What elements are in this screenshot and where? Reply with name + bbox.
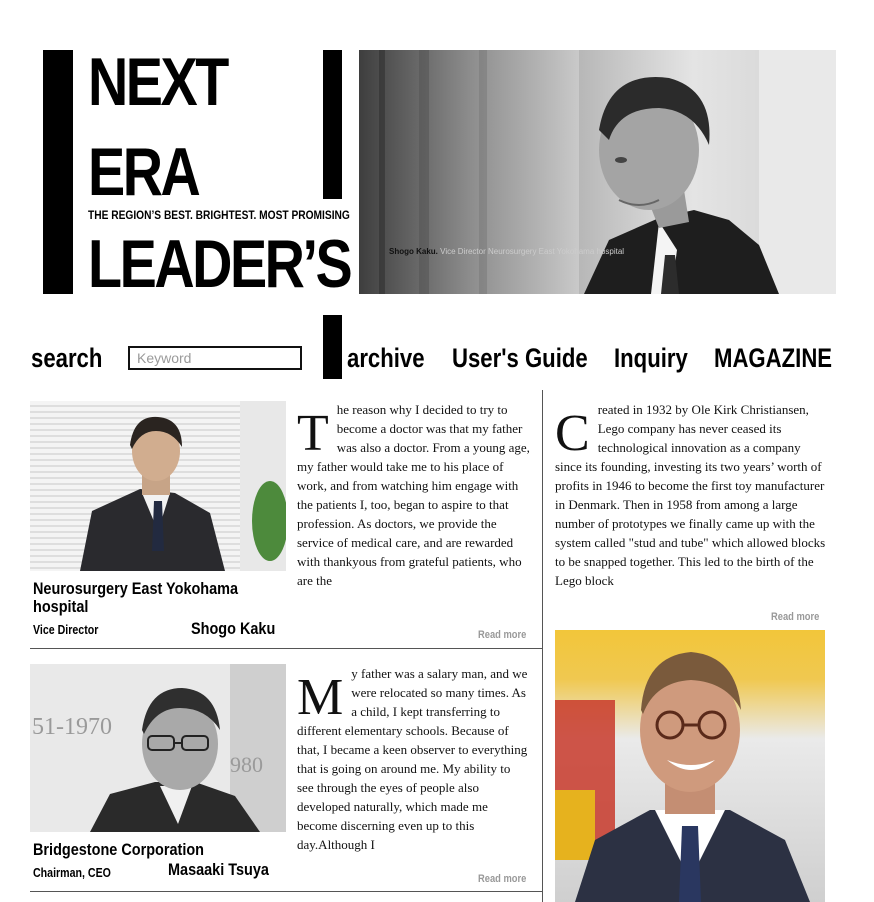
article-photo[interactable] xyxy=(30,401,286,571)
hero-caption xyxy=(389,247,624,256)
article-body: reated in 1932 by Ole Kirk Christiansen, Lego company has never ceased its technological innovation as a company since its founding, investing its two years’ worth of profits in 1946 to become the first toy manufacturer in Denmark. Then in 1958 from among a large number of prototypes we finally came up with the system called "stud and tube" which allowed blocks to be snapped together. This led to the birth of the Lego block xyxy=(555,402,826,588)
nav-link-users-guide[interactable]: User's Guide xyxy=(452,343,588,373)
logo-word-next: NEXT xyxy=(88,44,227,120)
nav-link-magazine[interactable]: MAGAZINE xyxy=(714,343,833,373)
article-organization: Neurosurgery East Yokohama hospital xyxy=(33,579,239,616)
logo-right-bar xyxy=(323,50,342,199)
article-dropcap: M xyxy=(297,669,344,726)
divider xyxy=(30,891,542,892)
read-more-link[interactable]: Read more xyxy=(478,873,527,885)
article-excerpt xyxy=(297,664,530,854)
logo-word-leaders: LEADER’S xyxy=(88,226,351,302)
logo-left-bar xyxy=(43,50,73,294)
hero-portrait-illustration xyxy=(359,50,836,294)
article-person-name: Masaaki Tsuya xyxy=(168,860,269,879)
article-organization: Bridgestone Corporation xyxy=(33,840,204,859)
read-more-link[interactable]: Read more xyxy=(771,611,820,623)
search-label: search xyxy=(31,343,103,373)
nav-divider-bar xyxy=(323,315,342,379)
article-excerpt xyxy=(555,400,827,590)
article-person-title: Vice Director xyxy=(33,623,99,637)
portrait-illustration xyxy=(555,630,825,902)
photo-sign-right: 980 xyxy=(230,752,263,777)
nav-link-archive[interactable]: archive xyxy=(347,343,425,373)
portrait-illustration xyxy=(30,401,286,571)
article-excerpt xyxy=(297,400,530,590)
logo-tagline: THE REGION’S BEST. BRIGHTEST. MOST PROMISING xyxy=(88,208,350,222)
hero-photo xyxy=(359,50,836,294)
nav-link-inquiry[interactable]: Inquiry xyxy=(614,343,688,373)
hero-caption-role: Vice Director Neurosurgery East Yokohama hospital xyxy=(440,247,625,256)
article-photo[interactable] xyxy=(555,630,825,902)
search-input[interactable] xyxy=(128,346,302,370)
article-dropcap: C xyxy=(555,405,590,462)
hero-caption-name: Shogo Kaku. xyxy=(389,247,438,256)
article-dropcap: T xyxy=(297,405,329,462)
logo-word-era: ERA xyxy=(88,134,199,210)
article-body: he reason why I decided to try to become a doctor was that my father was also a doctor. From a young age, my father would take me to his place of work, and from watching him engage with the patients I, too, began to aspire to that profession. As doctors, we provide the service of medical care, and are rewarded with thankyous from grateful patients, who are the xyxy=(297,402,530,588)
photo-sign-left: 51-1970 xyxy=(32,714,112,740)
article-person-title: Chairman, CEO xyxy=(33,866,111,880)
portrait-illustration xyxy=(30,664,286,832)
article-person-name: Shogo Kaku xyxy=(191,619,276,638)
column-divider xyxy=(542,390,543,902)
article-body: y father was a salary man, and we were relocated so many times. As a child, I kept transferring to different elementary schools. Because of that, I became a keen observer to everything that is going on around me. My ability to see through the eyes of people also developed naturally, which made me become discerning even up to this day.Although I xyxy=(297,666,528,852)
article-photo[interactable] xyxy=(30,664,286,832)
divider xyxy=(30,648,542,649)
read-more-link[interactable]: Read more xyxy=(478,629,527,641)
